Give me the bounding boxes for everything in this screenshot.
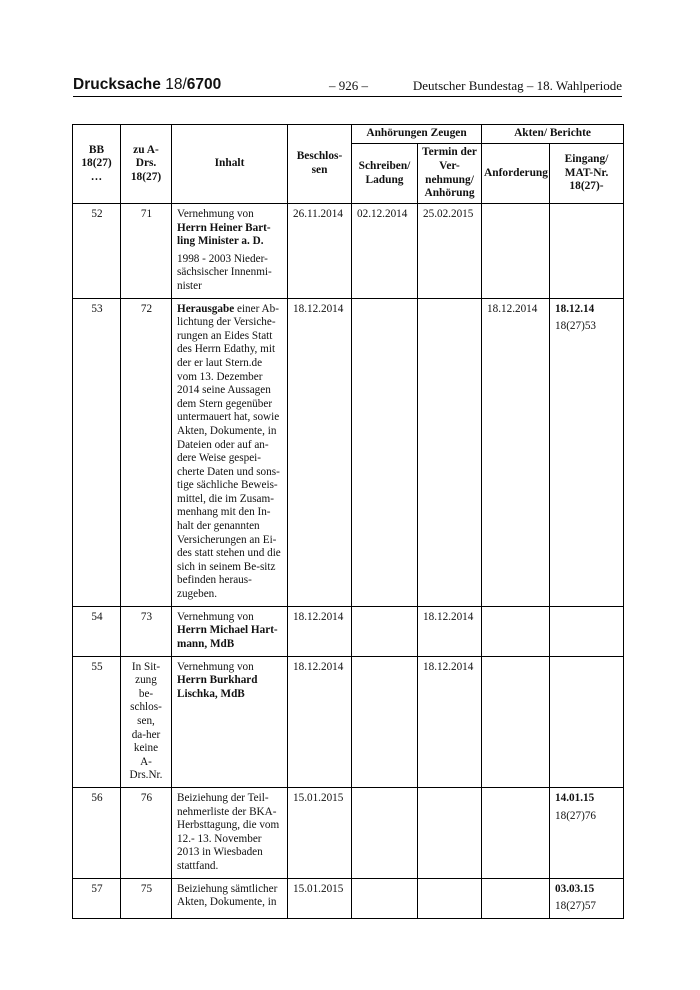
cell-anforderung-text [482, 657, 549, 665]
cell-bb [73, 298, 121, 606]
table-row [73, 606, 624, 656]
cell-anforderung [482, 204, 550, 299]
doc-number: 6700 [186, 76, 222, 93]
cell-beschlossen-text: 15.01.2015 [293, 882, 344, 895]
cell-anforderung [482, 878, 550, 918]
table-row [73, 298, 624, 606]
cell-beschlossen [288, 656, 352, 787]
cell-bb-text: 55 [91, 660, 103, 673]
header-schreiben [352, 144, 418, 204]
cell-bb [73, 204, 121, 299]
header-zu-label: zu A-Drs. 18(27) [130, 143, 162, 183]
cell-eingang [550, 298, 624, 606]
cell-anforderung [482, 606, 550, 656]
cell-termin [418, 204, 482, 299]
cell-bb [73, 656, 121, 787]
header-beschlossen [288, 125, 352, 204]
doc-period: 18/ [165, 76, 187, 93]
cell-schreiben-text [352, 879, 417, 887]
cell-eingang [550, 606, 624, 656]
cell-beschlossen [288, 878, 352, 918]
cell-bb-text: 57 [91, 882, 103, 895]
cell-beschlossen-text: 18.12.2014 [293, 660, 344, 673]
cell-termin-text [418, 879, 481, 887]
header-group-zeugen [352, 125, 482, 144]
inhalt-text: Beiziehung der Teil-nehmerliste der BKA-Herbsttagung, die vom 12.- 13. November 2013 in Wiesbaden stattfand. [177, 791, 280, 872]
cell-inhalt [172, 606, 288, 656]
parliament-term: Deutscher Bundestag – 18. Wahlperiode [412, 78, 622, 93]
header-bb [73, 125, 121, 204]
cell-bb-text: 54 [91, 610, 103, 623]
cell-schreiben-text [352, 657, 417, 665]
cell-beschlossen-text: 18.12.2014 [293, 302, 344, 315]
cell-schreiben-text: 02.12.2014 [357, 208, 408, 220]
cell-termin-text [418, 788, 481, 796]
cell-termin-text [418, 299, 481, 307]
cell-zu-text: 73 [140, 610, 153, 623]
cell-eingang-text: 14.01.15 [555, 791, 595, 804]
cell-zu [121, 204, 172, 299]
cell-zu-text: 72 [140, 302, 153, 315]
cell-zu [121, 656, 172, 787]
cell-inhalt [172, 656, 288, 787]
cell-schreiben [352, 787, 418, 878]
cell-schreiben [352, 656, 418, 787]
header-beschlossen-label: Beschlos-sen [296, 150, 343, 176]
cell-beschlossen-text: 15.01.2015 [293, 791, 344, 804]
cell-bb-text: 52 [91, 208, 103, 220]
cell-termin-text: 25.02.2015 [423, 208, 474, 220]
cell-schreiben [352, 878, 418, 918]
inhalt-note: 1998 - 2003 Nieder-sächsischer Innenmi-nister [177, 252, 272, 292]
doc-prefix: Drucksache [73, 76, 161, 93]
cell-mat-text: 18(27)53 [555, 320, 597, 333]
table-row [73, 656, 624, 787]
header-eingang-label: Eingang/ MAT-Nr. 18(27)- [564, 153, 609, 193]
cell-eingang [550, 204, 624, 299]
cell-schreiben-text [352, 607, 417, 615]
cell-termin-text: 18.12.2014 [423, 660, 474, 673]
cell-anforderung [482, 656, 550, 787]
cell-bb-text: 53 [91, 302, 103, 315]
header-eingang [550, 144, 624, 204]
cell-termin [418, 298, 482, 606]
cell-eingang [550, 656, 624, 787]
cell-anforderung-text [482, 607, 549, 615]
header-termin-label: Termin der Ver-nehmung/ Anhörung [422, 146, 477, 200]
cell-schreiben [352, 204, 418, 299]
cell-zu [121, 787, 172, 878]
evidence-table [72, 124, 624, 919]
header-anforderung-label: Anforderung [484, 166, 548, 179]
inhalt-witness: Herrn Burkhard Lischka, MdB [177, 674, 258, 700]
inhalt-text: Beiziehung sämtlicher Akten, Dokumente, in [177, 882, 278, 909]
document-number [73, 76, 221, 94]
cell-zu [121, 298, 172, 606]
cell-anforderung-text: 18.12.2014 [487, 302, 538, 315]
cell-mat-text: 18(27)57 [555, 900, 597, 913]
inhalt-lead: Vernehmung von [177, 610, 254, 623]
cell-inhalt [172, 298, 288, 606]
cell-zu [121, 606, 172, 656]
cell-inhalt [172, 787, 288, 878]
cell-zu-text: In Sit-zung be-schlos-sen, da-her keine A-Drs.Nr. [129, 660, 163, 782]
cell-termin [418, 606, 482, 656]
header-anforderung [482, 144, 550, 204]
cell-bb [73, 606, 121, 656]
header-group-akten [482, 125, 624, 144]
cell-anforderung [482, 298, 550, 606]
cell-bb-text: 56 [91, 791, 103, 804]
header-group-akten-label: Akten/ Berichte [514, 127, 591, 140]
header-bb-label: BB 18(27) … [81, 143, 112, 183]
cell-anforderung [482, 787, 550, 878]
page-header [73, 76, 622, 97]
cell-termin [418, 787, 482, 878]
cell-schreiben [352, 298, 418, 606]
cell-termin [418, 656, 482, 787]
cell-zu-text: 75 [140, 882, 153, 895]
table-row [73, 204, 624, 299]
cell-schreiben-text [352, 299, 417, 307]
inhalt-lead: Vernehmung von [177, 208, 254, 220]
cell-anforderung-text [482, 788, 549, 796]
cell-schreiben-text [352, 788, 417, 796]
inhalt-bold-lead: Herausgabe [177, 302, 235, 315]
cell-beschlossen-text: 26.11.2014 [293, 208, 343, 220]
cell-eingang-text: 03.03.15 [555, 882, 595, 895]
inhalt-lead: Vernehmung von [177, 660, 254, 673]
cell-inhalt [172, 878, 288, 918]
cell-beschlossen [288, 204, 352, 299]
header-group-zeugen-label: Anhörungen Zeugen [366, 127, 467, 140]
cell-mat-text: 18(27)76 [555, 809, 597, 822]
cell-inhalt [172, 204, 288, 299]
cell-termin-text: 18.12.2014 [423, 610, 474, 623]
header-inhalt [172, 125, 288, 204]
cell-eingang [550, 878, 624, 918]
table-row [73, 787, 624, 878]
inhalt-witness: Herrn Heiner Bart-ling Minister a. D. [177, 221, 271, 248]
cell-eingang [550, 787, 624, 878]
cell-termin [418, 878, 482, 918]
cell-bb [73, 787, 121, 878]
inhalt-rest: einer Ab-lichtung der Versiche-rungen an Eides Statt des Herrn Edathy, mit der er laut Stern.de vom 13. Dezember 2014 seine Aussagen dem Stern gegenüber untermauert hat, sowie Akten, Dokumente, in Dateien oder auf an-dere Weise gespei-cherte Daten und sons-tige sächliche Beweis-mittel, die im Zusam-menhang mit den In-halt der genannten Versicherungen an Ei-des statt stehen und die sich in seinem Be-sitz befinden heraus-zugeben. [177, 302, 281, 601]
header-termin [418, 144, 482, 204]
cell-beschlossen-text: 18.12.2014 [293, 610, 344, 623]
inhalt-witness: Herrn Michael Hart-mann, MdB [177, 624, 278, 650]
cell-zu-text: 76 [140, 791, 153, 804]
page-number: – 926 – [329, 78, 368, 93]
cell-zu [121, 878, 172, 918]
cell-anforderung-text [482, 204, 549, 212]
cell-bb [73, 878, 121, 918]
cell-beschlossen [288, 787, 352, 878]
header-zu [121, 125, 172, 204]
cell-anforderung-text [482, 879, 549, 887]
cell-eingang-text: 18.12.14 [555, 302, 595, 315]
cell-beschlossen [288, 606, 352, 656]
header-inhalt-label: Inhalt [214, 157, 245, 170]
header-schreiben-label: Schreiben/ Ladung [358, 159, 411, 186]
cell-beschlossen [288, 298, 352, 606]
cell-schreiben [352, 606, 418, 656]
table-row [73, 878, 624, 918]
cell-zu-text: 71 [140, 208, 153, 220]
